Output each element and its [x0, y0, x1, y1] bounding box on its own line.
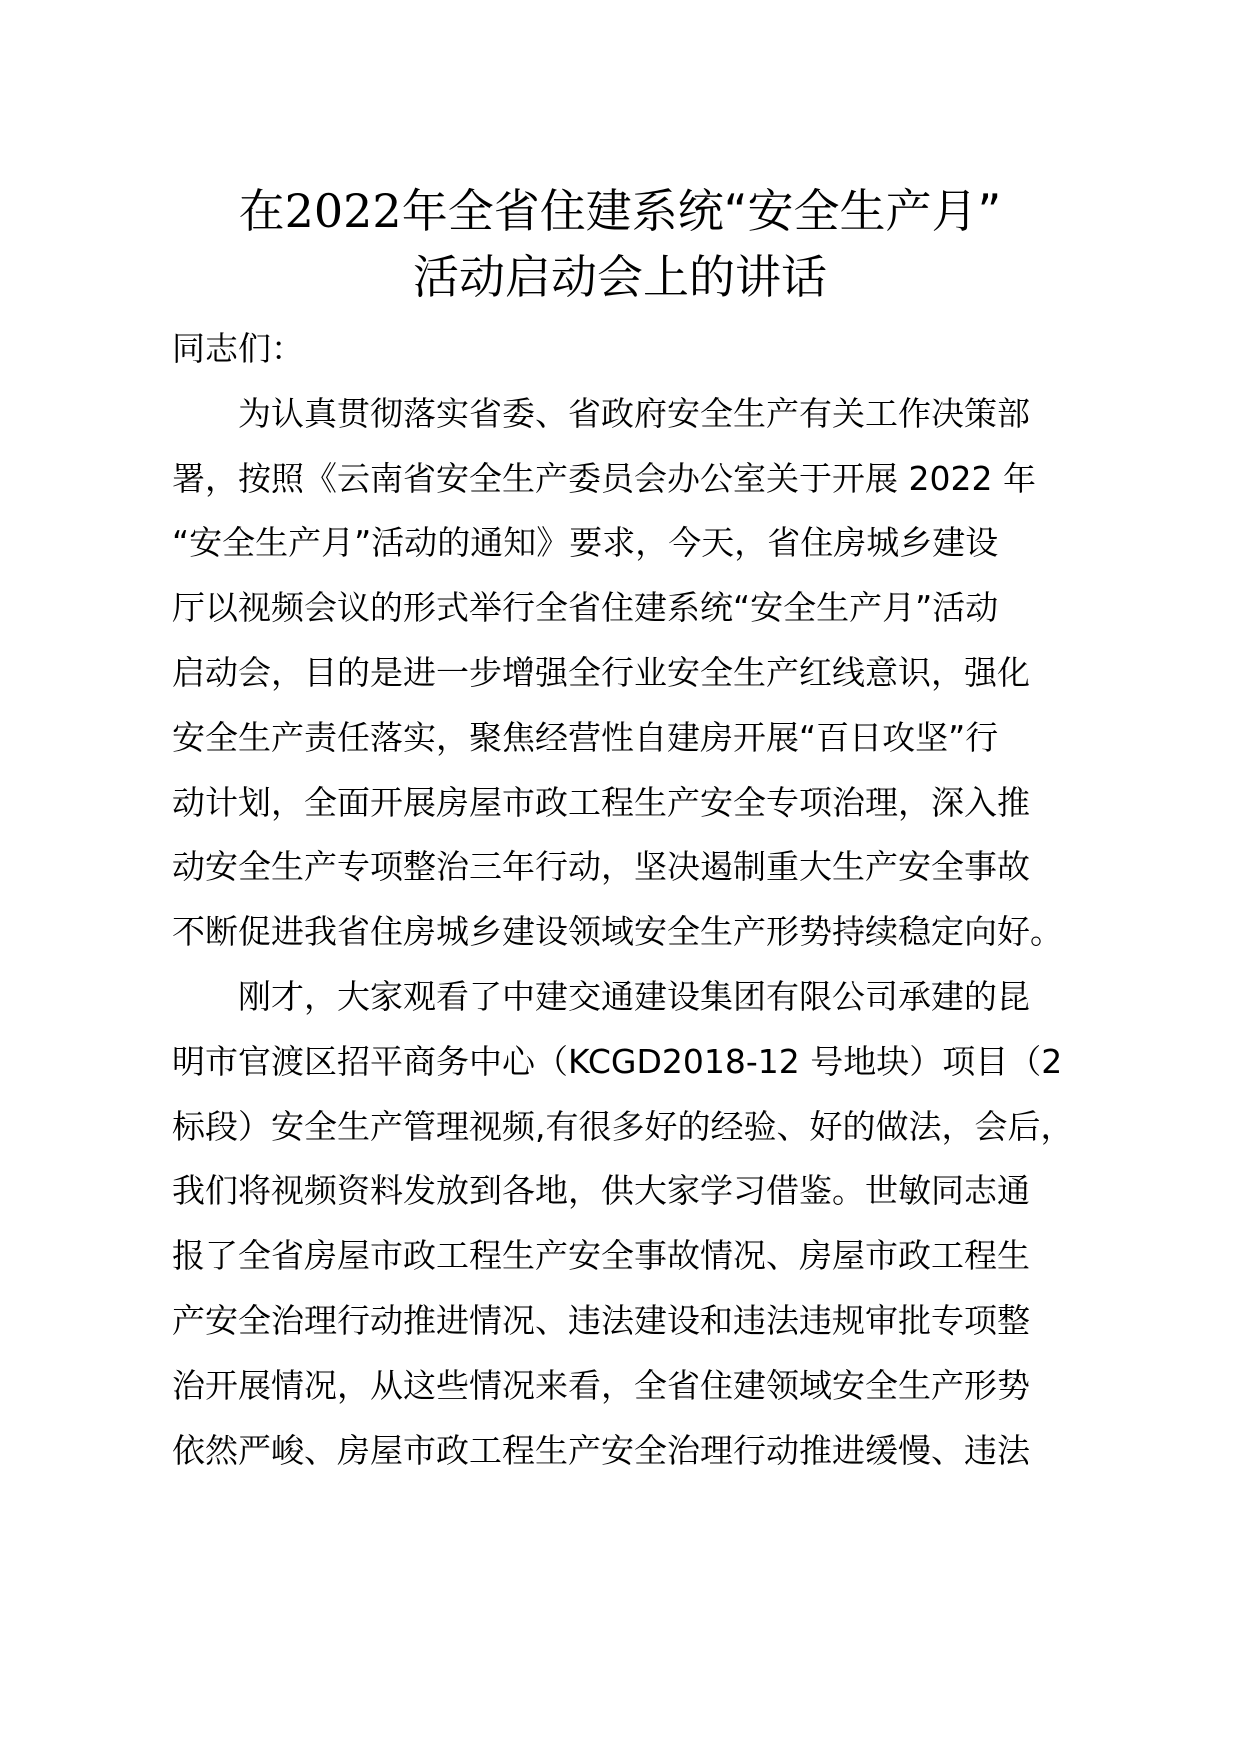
paragraph-line: 标段）安全生产管理视频,有很多好的经验、好的做法，会后，: [172, 1106, 1074, 1146]
document-body: [172, 317, 1072, 1483]
paragraph-line: 治开展情况，从这些情况来看，全省住建领域安全生产形势: [172, 1365, 1030, 1405]
title-line-1: [170, 178, 1070, 244]
paragraph-line: 不断促进我省住房城乡建设领域安全生产形势持续稳定向好。: [172, 912, 1063, 952]
document-title: [170, 178, 1070, 310]
paragraph-line: 动安全生产专项整治三年行动，坚决遏制重大生产安全事故: [172, 847, 1030, 887]
paragraph-2: [172, 965, 1072, 1483]
paragraph-line: 为认真贯彻落实省委、省政府安全生产有关工作决策部: [238, 393, 1030, 433]
paragraph-line: 启动会，目的是进一步增强全行业安全生产红线意识，强化: [172, 652, 1030, 692]
paragraph-line: “安全生产月”活动的通知》要求，今天，省住房城乡建设: [172, 523, 999, 563]
salutation: 同志们：: [172, 329, 304, 368]
title-suffix: 年全省住建系统“安全生产月”: [401, 184, 1002, 238]
paragraph-line: 报了全省房屋市政工程生产安全事故情况、房屋市政工程生: [172, 1236, 1030, 1276]
paragraph-line: 产安全治理行动推进情况、违法建设和违法违规审批专项整: [172, 1300, 1030, 1340]
paragraph-line: 刚才，大家观看了中建交通建设集团有限公司承建的昆: [238, 976, 1030, 1016]
title-line-2: 活动启动会上的讲话: [413, 250, 827, 304]
paragraph-line: 明市官渡区招平商务中心（KCGD2018-12 号地块）项目（2: [172, 1041, 1063, 1081]
title-prefix: 在: [238, 184, 285, 238]
paragraph-line: 动计划，全面开展房屋市政工程生产安全专项治理，深入推: [172, 782, 1030, 822]
paragraph-1: [172, 382, 1072, 965]
paragraph-line: 我们将视频资料发放到各地，供大家学习借鉴。世敏同志通: [172, 1171, 1030, 1211]
paragraph-line: 署，按照《云南省安全生产委员会办公室关于开展 2022 年: [172, 458, 1036, 498]
title-year: 2022: [284, 184, 402, 238]
paragraph-line: 厅以视频会议的形式举行全省住建系统“安全生产月”活动: [172, 588, 999, 628]
paragraph-line: 依然严峻、房屋市政工程生产安全治理行动推进缓慢、违法: [172, 1430, 1030, 1470]
paragraph-line: 安全生产责任落实，聚焦经营性自建房开展“百日攻坚”行: [172, 717, 999, 757]
